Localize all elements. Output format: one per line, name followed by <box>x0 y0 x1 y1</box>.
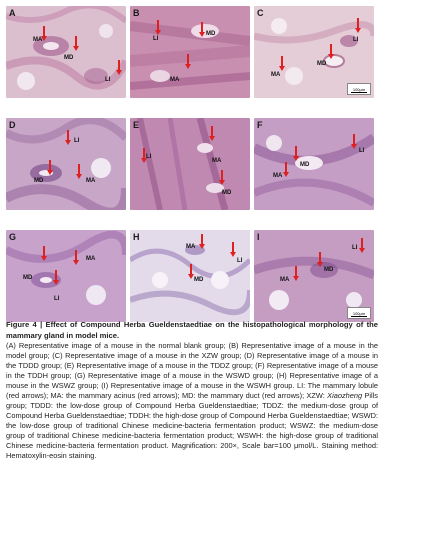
annotation-md: MD <box>194 277 204 283</box>
scale-bar <box>347 307 371 319</box>
annotation-li: LI <box>146 154 152 160</box>
panel-h <box>130 230 250 322</box>
caption-body-part-1: (A) Representative image of a mouse in the normal blank group; (B) Representative image of a mouse in the model group; (C) Representative image of a mouse in the XZW group; (D) Representative image of a mouse in the TDDD group; (E) Representative image of a mouse in the TDDZ group; (F) Representative image of a mouse in the TDDH group; (G) Representative image of a mouse in the WSWD group; (H) Representative image of a mouse in the WSWZ group; (I) Representative image of a mouse in the WSWH group. LI: The mammary lobule (red arrows); MA: the mammary acinus (red arrows); MD: the mammary duct (red arrows); XZW: <box>6 341 378 400</box>
annotation-md: MD <box>222 190 232 196</box>
panel-i <box>254 230 374 322</box>
panel-label: G <box>9 232 17 242</box>
histology-image-d <box>6 118 126 210</box>
scale-bar <box>347 83 371 95</box>
annotation-li: LI <box>359 148 365 154</box>
annotation-li: LI <box>54 296 60 302</box>
panel-a <box>6 6 126 98</box>
annotation-li: LI <box>237 258 243 264</box>
annotation-ma: MA <box>86 256 96 262</box>
caption-body-part-2: Pills group; TDDD: the low-dose group of Compound Herba Gueldenstaedtiae; TDDZ: the medium-dose group of Compound Herba Gueldenstaedtiae; TDDH: the high-dose group of Compound Herba Gueldenstaedtiae; WSWD: the low-dose group of traditional Chinese medicine-bacteria fermentation product; WSWZ: the medium-dose group of traditional Chinese medicine-bacteria fermentation product; WSWH: the high-dose group of traditional Chinese medicine-bacteria fermentation product. Magnification: 200×, Scale bar=100 μmol/L. Staining method: Hematoxylin-eosin staining. <box>6 391 378 460</box>
annotation-ma: MA <box>86 178 96 184</box>
panel-label: H <box>133 232 140 242</box>
annotation-li: LI <box>353 37 359 43</box>
panel-label: D <box>9 120 16 130</box>
annotation-md: MD <box>324 267 334 273</box>
annotation-ma: MA <box>271 72 281 78</box>
annotation-li: LI <box>153 36 159 42</box>
histology-image-a <box>6 6 126 98</box>
annotation-ma: MA <box>33 37 43 43</box>
panel-label: C <box>257 8 264 18</box>
panel-label: B <box>133 8 140 18</box>
figure-caption <box>6 320 378 461</box>
annotation-li: LI <box>74 138 80 144</box>
annotation-md: MD <box>23 275 33 281</box>
panel-e <box>130 118 250 210</box>
panel-label: I <box>257 232 260 242</box>
panel-d <box>6 118 126 210</box>
annotation-ma: MA <box>273 173 283 179</box>
histology-image-b <box>130 6 250 98</box>
caption-italic-term: Xiaozheng <box>327 391 363 400</box>
histology-image-e <box>130 118 250 210</box>
panel-label: E <box>133 120 140 130</box>
scale-bar-text: 100μm <box>352 311 366 316</box>
scale-bar-text: 100μm <box>352 87 366 92</box>
annotation-ma: MA <box>170 77 180 83</box>
annotation-md: MD <box>64 55 74 61</box>
annotation-md: MD <box>300 162 310 168</box>
panel-c <box>254 6 374 98</box>
panel-g <box>6 230 126 322</box>
annotation-md: MD <box>34 178 44 184</box>
caption-body <box>6 341 378 461</box>
caption-title: Figure 4 | Effect of Compound Herba Gueldenstaedtiae on the histopathological morphology of the mammary gland in model mice. <box>6 320 378 340</box>
annotation-ma: MA <box>280 277 290 283</box>
annotation-md: MD <box>317 61 327 67</box>
scale-bar-line <box>351 92 367 93</box>
annotation-li: LI <box>105 77 111 83</box>
annotation-md: MD <box>206 31 216 37</box>
figure-panel-grid <box>6 6 378 316</box>
annotation-li: LI <box>352 245 358 251</box>
panel-b <box>130 6 250 98</box>
panel-label: A <box>9 8 16 18</box>
annotation-ma: MA <box>186 244 196 250</box>
scale-bar-line <box>351 316 367 317</box>
panel-f <box>254 118 374 210</box>
panel-label: F <box>257 120 263 130</box>
histology-image-f <box>254 118 374 210</box>
annotation-ma: MA <box>212 158 222 164</box>
